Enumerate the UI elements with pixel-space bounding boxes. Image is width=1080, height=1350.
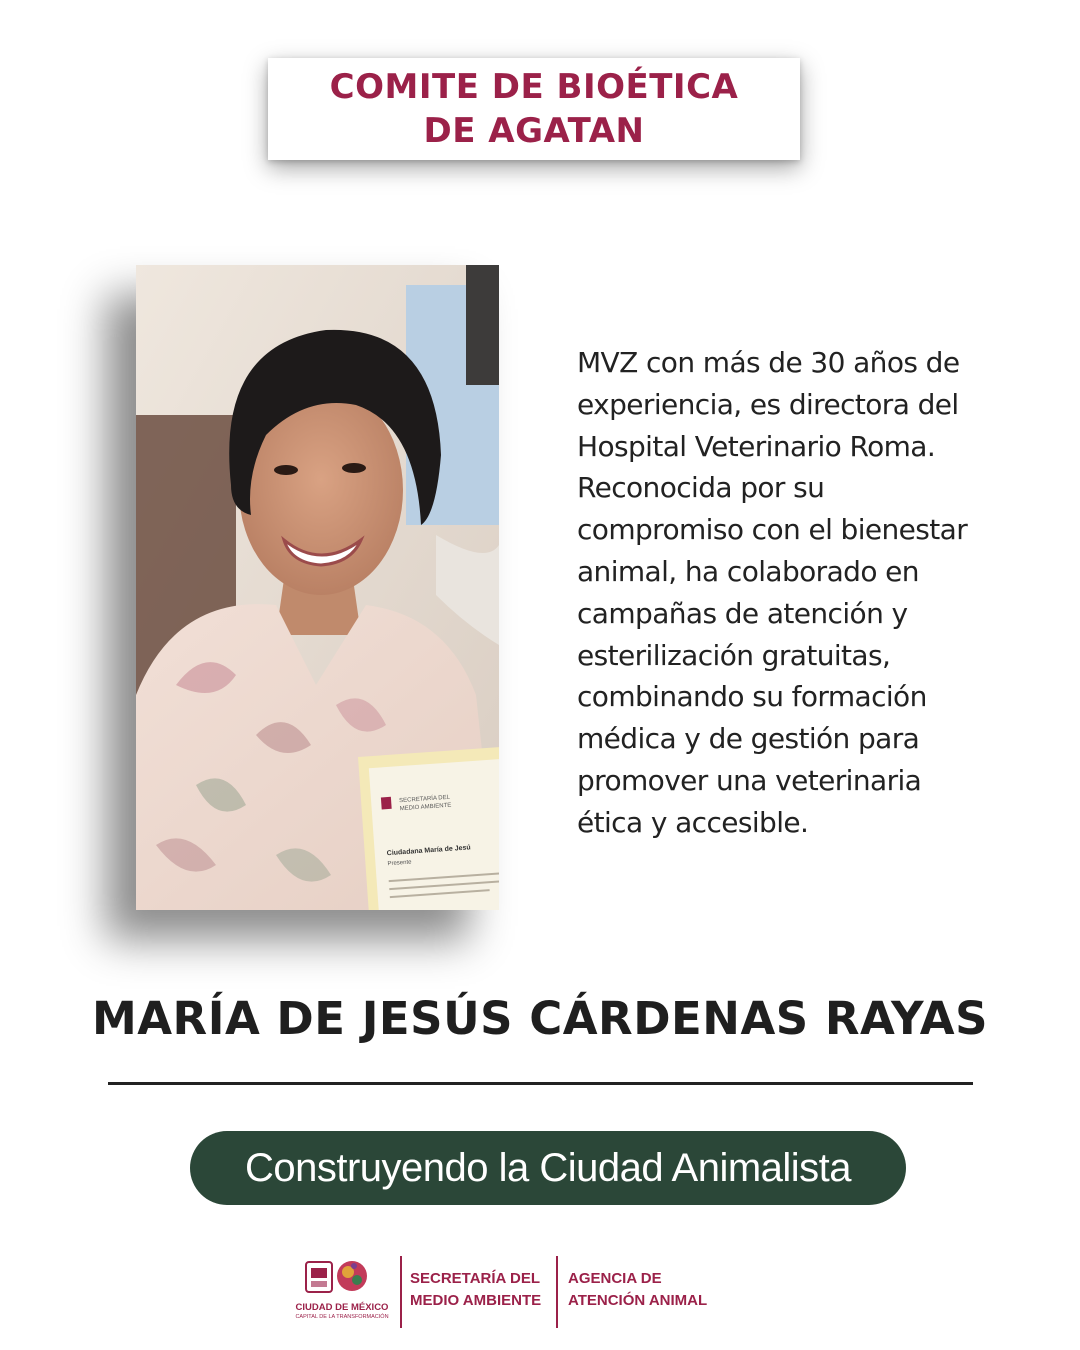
agencia-line-2: ATENCIÓN ANIMAL — [568, 1292, 708, 1309]
slogan-banner — [190, 1131, 906, 1205]
header-title-line-1: COMITE DE BIOÉTICA — [329, 67, 739, 107]
document-text-1: SECRETARÍA DEL — [398, 794, 451, 805]
bio-line: esterilización gratuitas, — [577, 638, 891, 672]
portrait-illustration — [136, 265, 499, 910]
header-title-line-2: DE AGATAN — [423, 111, 645, 151]
bio-line: experiencia, es directora del — [577, 387, 959, 421]
person-name: MARÍA DE JESÚS CÁRDENAS RAYAS — [91, 992, 989, 1045]
bio-line: MVZ con más de 30 años de — [577, 346, 960, 379]
document-greeting: Ciudadana María de Jesú — [386, 844, 471, 858]
header-title-box — [268, 58, 800, 160]
cdmx-subtitle-text: CAPITAL DE LA TRANSFORMACIÓN — [295, 1314, 389, 1320]
bio-line: campañas de atención y — [577, 596, 908, 630]
document-text-2: MEDIO AMBIENTE — [399, 802, 452, 813]
secretaria-text — [410, 1268, 541, 1312]
document-presente: Presente — [387, 859, 412, 868]
divider-line — [108, 1082, 973, 1085]
agencia-line-1: AGENCIA DE — [568, 1270, 662, 1287]
footer-separator — [400, 1256, 402, 1328]
bio-line: animal, ha colaborado en — [577, 554, 919, 588]
agencia-text — [568, 1268, 707, 1312]
secretaria-line-2: MEDIO AMBIENTE — [410, 1292, 542, 1309]
bio-line: promover una veterinaria — [577, 763, 922, 797]
bio-line: médica y de gestión para — [577, 722, 920, 756]
secretaria-line-1: SECRETARÍA DEL — [410, 1270, 541, 1287]
footer-logos — [290, 1252, 740, 1332]
bio-line: ética y accesible. — [577, 805, 809, 839]
bio-line: compromiso con el bienestar — [577, 513, 968, 547]
cdmx-emblem-icon — [304, 1258, 374, 1296]
portrait-photo — [136, 265, 499, 910]
slogan-text: Construyendo la Ciudad Animalista — [244, 1145, 852, 1190]
footer-separator — [556, 1256, 558, 1328]
bio-line: combinando su formación — [577, 680, 927, 714]
cdmx-name-text: CIUDAD DE MÉXICO — [295, 1302, 389, 1313]
bio-line: Hospital Veterinario Roma. — [577, 429, 936, 463]
bio-line: Reconocida por su — [577, 471, 825, 505]
bio-text — [577, 342, 997, 844]
